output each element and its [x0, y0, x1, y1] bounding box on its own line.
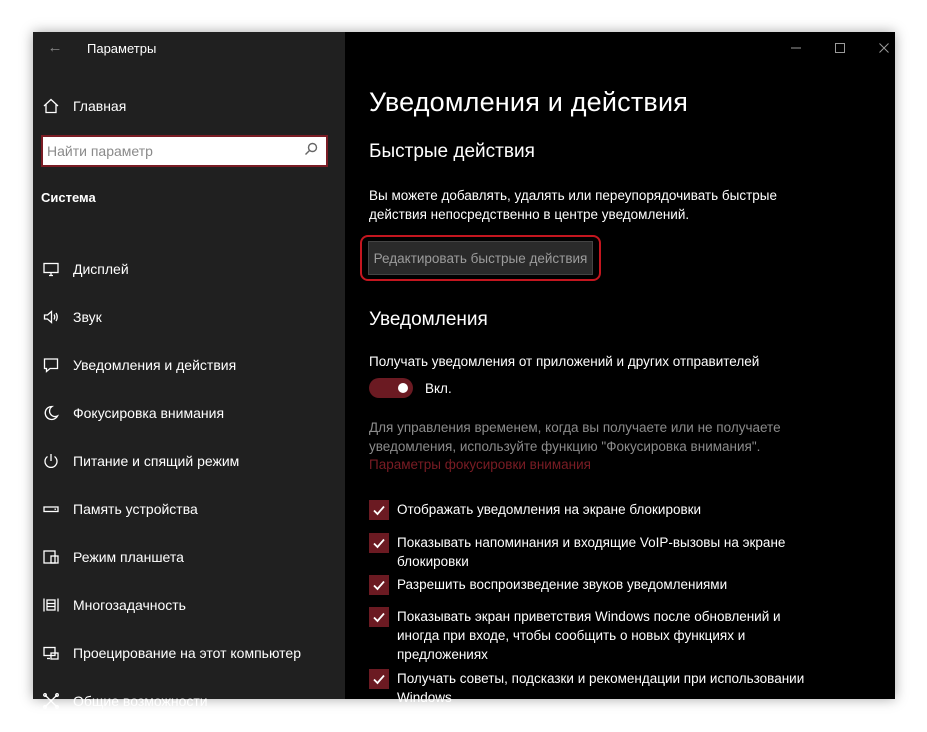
sidebar-item-home[interactable]	[41, 94, 126, 118]
storage-icon	[41, 499, 61, 519]
minimize-icon	[790, 42, 802, 54]
notification-icon	[41, 355, 61, 375]
close-button[interactable]	[867, 36, 901, 60]
sidebar-item-multitasking[interactable]	[41, 581, 341, 629]
checkbox-row[interactable]	[369, 575, 809, 595]
settings-window	[33, 32, 895, 709]
maximize-button[interactable]	[823, 36, 857, 60]
sidebar-item-notifications[interactable]	[41, 341, 341, 389]
checkbox-label: Разрешить воспроизведение звуков уведомлениями	[397, 577, 728, 592]
sidebar-item-tablet-mode[interactable]	[41, 533, 341, 581]
sidebar-item-label: Питание и спящий режим	[73, 453, 240, 469]
notifications-heading: Уведомления	[369, 309, 488, 330]
checkbox[interactable]	[369, 607, 389, 627]
sidebar-item-label: Проецирование на этот компьютер	[73, 645, 301, 661]
checkbox-row[interactable]	[369, 669, 809, 707]
app-title: Параметры	[87, 41, 157, 56]
back-button[interactable]	[43, 38, 67, 58]
notifications-toggle-row	[369, 378, 452, 398]
checkbox[interactable]	[369, 500, 389, 520]
page-title: Уведомления и действия	[369, 87, 689, 117]
speaker-icon	[41, 307, 61, 327]
shared-experiences-icon	[41, 691, 61, 711]
sidebar-item-label: Режим планшета	[73, 549, 184, 565]
sidebar-item-label: Память устройства	[73, 501, 198, 517]
checkmark-icon	[372, 672, 386, 686]
multitasking-icon	[41, 595, 61, 615]
checkbox-label: Отображать уведомления на экране блокировки	[397, 502, 702, 517]
quick-actions-heading: Быстрые действия	[369, 141, 535, 162]
checkmark-icon	[372, 578, 386, 592]
checkmark-icon	[372, 536, 386, 550]
close-icon	[878, 42, 890, 54]
notifications-toggle[interactable]	[369, 378, 413, 398]
checkbox[interactable]	[369, 533, 389, 553]
sidebar-item-sound[interactable]	[41, 293, 341, 341]
monitor-icon	[41, 259, 61, 279]
toggle-knob	[398, 383, 408, 393]
projecting-icon	[41, 643, 61, 663]
sidebar-item-shared-experiences[interactable]	[41, 677, 341, 725]
sidebar-item-label: Дисплей	[73, 261, 129, 277]
search-input[interactable]	[47, 143, 304, 159]
sidebar-item-label: Многозадачность	[73, 597, 186, 613]
checkbox[interactable]	[369, 575, 389, 595]
back-arrow-icon: ←	[47, 39, 63, 56]
tablet-mode-icon	[41, 547, 61, 567]
checkbox-row[interactable]	[369, 533, 809, 571]
receive-notifications-label: Получать уведомления от приложений и других отправителей	[369, 354, 760, 369]
search-box[interactable]	[41, 135, 328, 167]
sidebar-item-label: Общие возможности	[73, 693, 208, 709]
sidebar-item-label: Звук	[73, 309, 102, 325]
checkbox-label: Показывать напоминания и входящие VoIP-вызовы на экране блокировки	[397, 535, 786, 569]
toggle-state-label: Вкл.	[425, 380, 452, 396]
checkbox[interactable]	[369, 669, 389, 689]
home-icon	[41, 96, 61, 116]
focus-assist-settings-link[interactable]: Параметры фокусировки внимания	[369, 457, 591, 472]
power-icon	[41, 451, 61, 471]
checkbox-label: Показывать экран приветствия Windows после обновлений и иногда при входе, чтобы сообщить о новых функциях и предложениях	[397, 609, 781, 662]
sidebar-item-storage[interactable]	[41, 485, 341, 533]
sidebar-nav	[41, 245, 341, 725]
checkbox-row[interactable]	[369, 500, 809, 520]
checkmark-icon	[372, 503, 386, 517]
search-icon[interactable]	[304, 142, 318, 161]
checkmark-icon	[372, 610, 386, 624]
quick-actions-description: Вы можете добавлять, удалять или переупорядочивать быстрые действия непосредственно в центре уведомлений.	[369, 188, 777, 222]
minimize-button[interactable]	[779, 36, 813, 60]
sidebar-section-header: Система	[41, 190, 96, 205]
sidebar-item-display[interactable]	[41, 245, 341, 293]
sidebar-item-power[interactable]	[41, 437, 341, 485]
checkbox-label: Получать советы, подсказки и рекомендации при использовании Windows	[397, 671, 805, 705]
sidebar-item-projecting[interactable]	[41, 629, 341, 677]
edit-quick-actions-button[interactable]: Редактировать быстрые действия	[368, 241, 593, 275]
sidebar	[33, 32, 345, 709]
sidebar-item-label: Уведомления и действия	[73, 357, 237, 373]
focus-assist-description: Для управления временем, когда вы получаете или не получаете уведомления, используйте функцию "Фокусировка внимания".	[369, 420, 781, 454]
sidebar-item-focus-assist[interactable]	[41, 389, 341, 437]
main-content	[345, 32, 895, 705]
highlight-ring	[360, 235, 601, 281]
checkbox-row[interactable]	[369, 607, 809, 664]
sidebar-item-label: Фокусировка внимания	[73, 405, 225, 421]
moon-icon	[41, 403, 61, 423]
sidebar-home-label: Главная	[73, 98, 127, 114]
maximize-icon	[834, 42, 846, 54]
